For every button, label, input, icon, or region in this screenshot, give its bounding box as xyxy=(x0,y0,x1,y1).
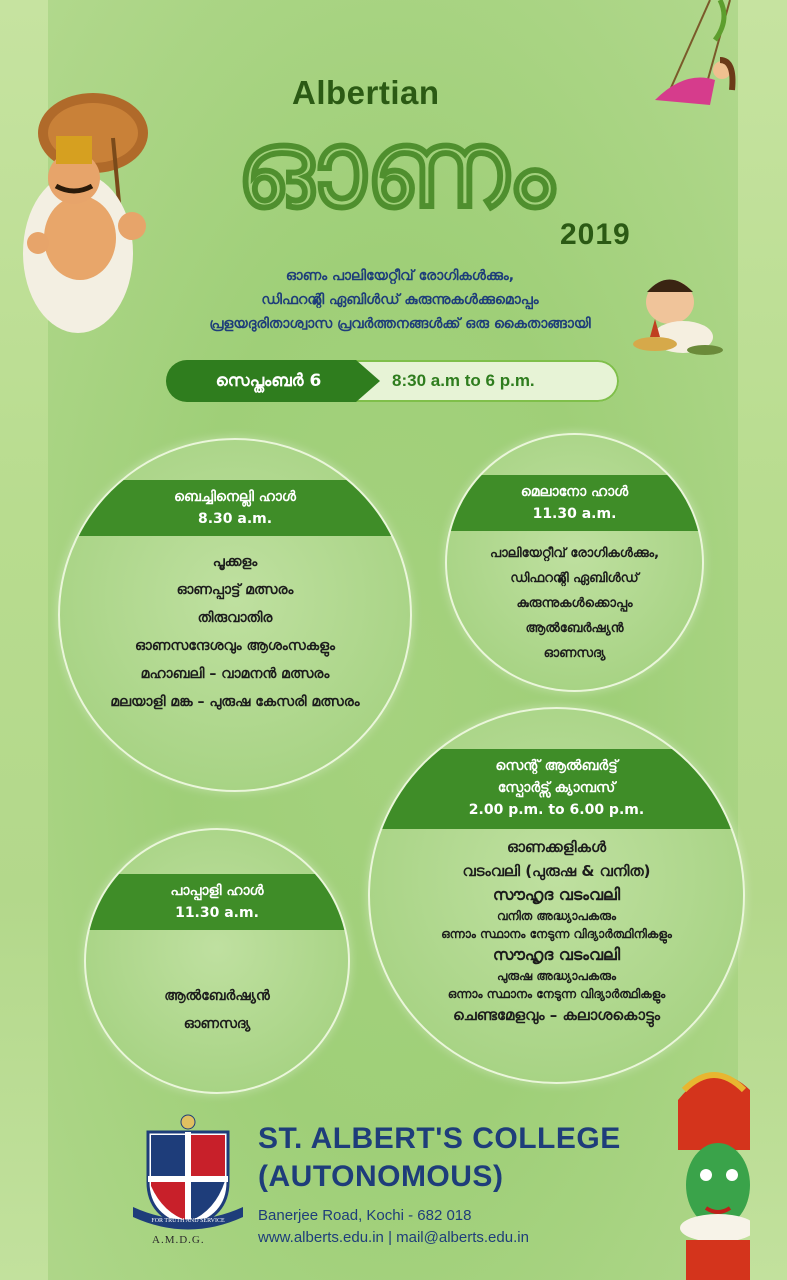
onam-title-graphic xyxy=(155,104,635,229)
tagline-line: ഓണം പാലിയേറ്റീവ് രോഗികൾക്കും, xyxy=(285,268,515,284)
college-name-line2: (AUTONOMOUS) xyxy=(258,1160,504,1193)
program-item: വടംവലി (പുരുഷ & വനിത) xyxy=(462,862,651,880)
venue-header xyxy=(447,475,702,531)
college-contact: www.alberts.edu.in | mail@alberts.edu.in xyxy=(258,1229,529,1246)
kathakali-illustration xyxy=(678,1060,750,1280)
venue-header xyxy=(60,480,410,536)
program-item: തിരുവാതിര xyxy=(197,610,273,626)
venue-program-list xyxy=(370,835,743,1027)
venue-name: സ്പോർട്സ് ക്യാമ്പസ് xyxy=(497,780,616,796)
program-item: ഓണസന്ദേശവും ആശംസകളും xyxy=(135,638,335,654)
college-contact-block xyxy=(258,1205,529,1249)
program-item: ഓണസദ്യ xyxy=(543,646,606,661)
venue-time: 8.30 a.m. xyxy=(197,511,273,527)
program-subitem: പുരുഷ അദ്ധ്യാപകരും xyxy=(497,969,616,983)
program-item: ആൽബേർഷ്യൻ xyxy=(164,988,270,1004)
program-item: കുരുന്നുകൾക്കൊപ്പം xyxy=(516,596,633,611)
event-tagline xyxy=(140,264,660,336)
program-item: ഓണപ്പാട്ട് മത്സരം xyxy=(176,582,294,598)
program-item: ചെണ്ടമേളവും – കലാശകൊട്ടും xyxy=(452,1006,661,1024)
venue-circle-pappali xyxy=(84,828,350,1094)
program-item: ഓണക്കളികൾ xyxy=(506,838,607,856)
program-item: ആൽബേർഷ്യൻ xyxy=(525,621,624,636)
venue-time: 2.00 p.m. to 6.00 p.m. xyxy=(468,802,645,818)
venue-header xyxy=(86,874,348,930)
venue-program-list xyxy=(86,982,348,1038)
tagline-line: ഡിഫറന്റ്ലി ഏബിൾഡ് കുരുന്നുകൾക്കുമൊപ്പം xyxy=(261,292,539,308)
crest-motto: FOR TRUTH AND SERVICE xyxy=(151,1218,225,1224)
venue-time: 11.30 a.m. xyxy=(532,506,617,522)
tagline-line: പ്രളയദുരിതാശ്വാസ പ്രവർത്തനങ്ങൾക്ക് ഒരു കൈതാങ്ങായി xyxy=(209,316,591,332)
swing-girl-illustration xyxy=(650,0,740,120)
date-time-bar xyxy=(166,360,619,402)
venue-name: സെന്റ് ആൽബർട്ട് xyxy=(495,758,618,774)
venue-program-list xyxy=(447,541,702,666)
venue-name: മെലാനോ ഹാൾ xyxy=(520,484,629,500)
program-item: പൂക്കളം xyxy=(212,554,258,570)
college-address: Banerjee Road, Kochi - 682 018 xyxy=(258,1207,472,1224)
onam-title-text: ഓണം xyxy=(236,107,554,229)
amdg-text: A.M.D.G. xyxy=(152,1234,205,1246)
program-subitem: ഒന്നാം സ്ഥാനം നേടുന്ന വിദ്യാർത്ഥിനികളും xyxy=(441,927,672,941)
program-item: ഓണസദ്യ xyxy=(183,1016,251,1032)
program-heading: സൗഹൃദ വടംവലി xyxy=(492,885,621,904)
venue-circle-bechinelli xyxy=(58,438,412,792)
venue-name: പാപ്പാളി ഹാൾ xyxy=(170,883,264,899)
event-year: 2019 xyxy=(560,218,631,251)
program-heading: സൗഹൃദ വടംവലി xyxy=(492,945,621,964)
college-crest-logo xyxy=(133,1112,243,1232)
college-name-line1: ST. ALBERT'S COLLEGE xyxy=(258,1122,621,1155)
event-date: സെപ്തംബർ 6 xyxy=(215,371,322,391)
program-item: മഹാബലി – വാമനൻ മത്സരം xyxy=(140,666,330,682)
venue-circle-sports-campus xyxy=(368,707,745,1084)
venue-header xyxy=(370,749,743,829)
program-item: മലയാളി മങ്ക – പുരുഷ കേസരി മത്സരം xyxy=(110,694,360,710)
title-albertian: Albertian xyxy=(292,74,440,111)
venue-name: ബെച്ചിനെല്ലി ഹാൾ xyxy=(174,489,296,505)
venue-circle-melano xyxy=(445,433,704,692)
event-time: 8:30 a.m to 6 p.m. xyxy=(392,371,535,390)
venue-program-list xyxy=(60,548,410,716)
venue-time: 11.30 a.m. xyxy=(175,905,259,921)
program-item: ഡിഫറന്റ്ലി ഏബിൾഡ് xyxy=(510,571,639,586)
college-name xyxy=(258,1120,621,1196)
program-subitem: വനിത അദ്ധ്യാപകരും xyxy=(497,909,616,923)
program-item: പാലിയേറ്റീവ് രോഗികൾക്കും, xyxy=(489,546,660,561)
program-subitem: ഒന്നാം സ്ഥാനം നേടുന്ന വിദ്യാർത്ഥികളും xyxy=(447,987,666,1001)
